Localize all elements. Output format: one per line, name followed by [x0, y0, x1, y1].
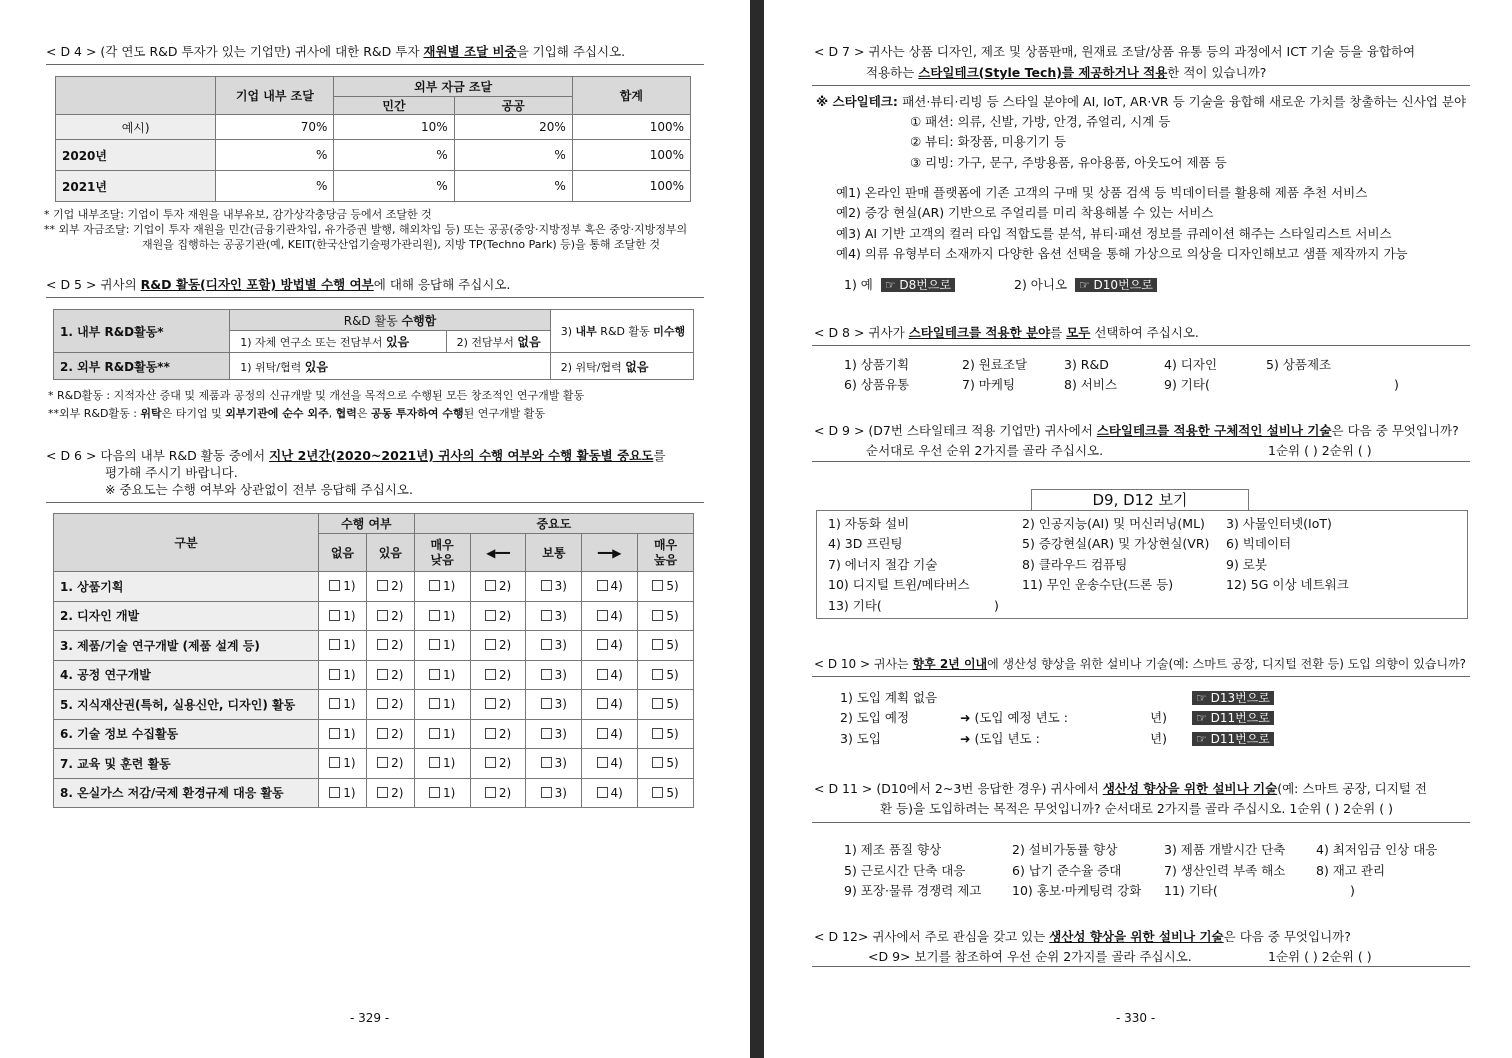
- checkbox-icon[interactable]: [541, 698, 552, 709]
- checkbox-label: 3): [554, 756, 567, 771]
- checkbox-icon[interactable]: [597, 787, 608, 798]
- d6-checkbox-cell[interactable]: [319, 749, 367, 779]
- d8-option-3[interactable]: 3) R&D: [1064, 357, 1109, 372]
- checkbox-icon[interactable]: [485, 639, 496, 650]
- page-number-right: - 330 -: [1116, 1011, 1156, 1025]
- d8-option-7[interactable]: 7) 마케팅: [962, 377, 1016, 392]
- checkbox-label: 1): [442, 608, 456, 623]
- checkbox-label: 5): [666, 726, 679, 741]
- d6-question: < D 6 > 다음의 내부 R&D 활동 중에서 지난 2년간(2020~2021년) 귀사의 수행 여부와 수행 활동별 중요도를: [46, 448, 666, 463]
- checkbox-label: 1): [343, 756, 356, 771]
- d6-item-label: 7. 교육 및 훈련 활동: [54, 749, 319, 779]
- checkbox-label: 1): [442, 667, 456, 682]
- checkbox-icon[interactable]: [329, 669, 340, 680]
- page-number-left: - 329 -: [350, 1011, 390, 1025]
- d5-option-1[interactable]: 1) 자체 연구소 또는 전담부서 있음: [230, 331, 446, 353]
- d6-item-label: 4. 공정 연구개발: [54, 660, 319, 690]
- d6-checkbox-cell[interactable]: [638, 749, 694, 779]
- view-box-title: D9, D12 보기: [1031, 489, 1249, 511]
- checkbox-label: 3): [554, 608, 567, 623]
- checkbox-label: 5): [666, 638, 679, 653]
- d6-checkbox-cell[interactable]: [319, 719, 367, 749]
- d5-option-2[interactable]: 2) 전담부서 없음: [446, 331, 550, 353]
- checkbox-label: 5): [666, 756, 679, 771]
- checkbox-label: 1): [343, 785, 356, 800]
- d6-checkbox-cell[interactable]: [638, 778, 694, 808]
- d11-question: < D 11 > (D10에서 2~3번 응답한 경우) 귀사에서 생산성 향상을 위한 설비나 기술(예: 스마트 공장, 디지털 전: [814, 781, 1427, 796]
- checkbox-label: 2): [391, 608, 404, 623]
- d6-table: 구분 수행 여부 중요도 없음 있음 매우 낮음 ◀━━ 보통 ━━▶ 매우 높음 1. 상품기획 1) 2) 1) 2) 3) 4) 5) 2. 디자인 개발 1) 2) 1) 2) 3) 4) 5) 3. 제품/기술 연구개발 (제품 설계 등) 1) 2) 1) 2) 3) 4) 5) 4. 공정 연구개발 1) 2) 1) 2) 3) 4) 5) 5. 지식재산권(특허, 실용신안, 디자인) 활동 1) 2) 1) 2) 3) 4) 5) 6. 기술 정보 수집활동 1) 2) 1) 2) 3) 4) 5) 7. 교육 및 훈련 활동 1) 2) 1) 2) 3) 4) 5) 8. 온실가스 저감/국제 환경규제 대응 활동 1) 2) 1) 2) 3) 4) 5): [53, 513, 694, 808]
- checkbox-icon[interactable]: [429, 787, 440, 798]
- checkbox-icon[interactable]: [329, 728, 340, 739]
- checkbox-label: 4): [610, 756, 623, 771]
- checkbox-label: 5): [666, 785, 679, 800]
- d4-2020-internal-input[interactable]: %: [216, 140, 334, 171]
- d5-performed-header: R&D 활동 수행함: [230, 310, 550, 331]
- checkbox-icon[interactable]: [329, 610, 340, 621]
- d10-option-3[interactable]: 3) 도입: [840, 731, 881, 746]
- d4-row-2021: 2021년 % % % 100%: [56, 171, 691, 202]
- checkbox-label: 2): [498, 726, 512, 741]
- checkbox-icon[interactable]: [377, 580, 388, 591]
- d11-option-2[interactable]: 2) 설비가동률 향상: [1012, 842, 1118, 857]
- checkbox-icon[interactable]: [597, 698, 608, 709]
- checkbox-label: 4): [610, 726, 623, 741]
- d11-rank: 환 등)을 도입하려는 목적은 무엇입니까? 순서대로 2가지를 골라 주십시오. 1순위 ( ) 2순위 ( ): [880, 801, 1393, 816]
- d6-checkbox-cell[interactable]: [319, 778, 367, 808]
- d4-note-3: 재원을 집행하는 공공기관(예, KEIT(한국산업기술평가관리원), 지방 TP(Techno Park) 등)을 통해 조달한 것: [142, 238, 660, 251]
- checkbox-icon[interactable]: [652, 639, 663, 650]
- checkbox-label: 1): [343, 608, 356, 623]
- d6-checkbox-cell[interactable]: [366, 778, 414, 808]
- d8-option-9[interactable]: 9) 기타(: [1164, 377, 1210, 392]
- d6-item-label: 1. 상품기획: [54, 572, 319, 602]
- d8-question: < D 8 > 귀사가 스타일테크를 적용한 분야를 모두 선택하여 주십시오.: [814, 325, 1199, 340]
- d6-checkbox-cell[interactable]: [582, 660, 638, 690]
- checkbox-icon[interactable]: [429, 757, 440, 768]
- d4-question: < D 4 > (각 연도 R&D 투자가 있는 기업만) 귀사에 대한 R&D 투자 재원별 조달 비중을 기입해 주십시오.: [46, 44, 626, 59]
- checkbox-label: 1): [343, 697, 356, 712]
- d4-table: 기업 내부 조달 외부 자금 조달 합계 민간 공공 예시) 70% 10% 20% 100% 2020년 % % % 100% 2021년 % % % 100%: [55, 76, 691, 202]
- d6-checkbox-cell[interactable]: [366, 572, 414, 602]
- checkbox-icon[interactable]: [597, 669, 608, 680]
- d5-ext-option-1[interactable]: 1) 위탁/협력 있음: [230, 353, 550, 380]
- d6-checkbox-cell[interactable]: [470, 749, 526, 779]
- checkbox-icon[interactable]: [485, 580, 496, 591]
- checkbox-label: 4): [610, 697, 623, 712]
- checkbox-icon[interactable]: [377, 728, 388, 739]
- checkbox-label: 4): [610, 608, 623, 623]
- very-low-header: 매우 낮음: [414, 534, 470, 572]
- d6-checkbox-cell[interactable]: [638, 631, 694, 661]
- d8-option-5[interactable]: 5) 상품제조: [1266, 357, 1332, 372]
- checkbox-label: 5): [666, 667, 679, 682]
- d6-checkbox-cell[interactable]: [414, 719, 470, 749]
- d5-option-3[interactable]: 3) 내부 R&D 활동 미수행: [550, 310, 693, 353]
- d6-checkbox-cell[interactable]: [582, 572, 638, 602]
- d11-option-10[interactable]: 10) 홍보·마케팅력 강화: [1012, 883, 1142, 898]
- d6-checkbox-cell[interactable]: [582, 749, 638, 779]
- checkbox-icon[interactable]: [652, 669, 663, 680]
- d6-checkbox-cell[interactable]: [366, 690, 414, 720]
- checkbox-icon[interactable]: [429, 580, 440, 591]
- checkbox-icon[interactable]: [541, 757, 552, 768]
- d6-checkbox-cell[interactable]: [414, 601, 470, 631]
- checkbox-label: 2): [391, 756, 404, 771]
- checkbox-icon[interactable]: [377, 639, 388, 650]
- d6-checkbox-cell[interactable]: [414, 660, 470, 690]
- d6-checkbox-cell[interactable]: [319, 690, 367, 720]
- d6-checkbox-cell[interactable]: [470, 719, 526, 749]
- checkbox-icon[interactable]: [485, 757, 496, 768]
- d4-2021-private-input[interactable]: %: [334, 171, 454, 202]
- d6-checkbox-cell[interactable]: [638, 660, 694, 690]
- d9-rank-input[interactable]: 1순위 ( ) 2순위 ( ): [1268, 443, 1372, 458]
- d6-checkbox-cell[interactable]: [470, 601, 526, 631]
- d5-ext-option-2[interactable]: 2) 위탁/협력 없음: [550, 353, 693, 380]
- checkbox-icon[interactable]: [652, 728, 663, 739]
- d6-checkbox-cell[interactable]: [526, 572, 582, 602]
- d5-note-2: **외부 R&D활동 : 위탁은 타기업 및 외부기관에 순수 외주, 협력은 공동 투자하여 수행된 연구개발 활동: [48, 407, 546, 420]
- checkbox-label: 1): [343, 726, 356, 741]
- checkbox-icon[interactable]: [652, 610, 663, 621]
- d6-checkbox-cell[interactable]: [526, 690, 582, 720]
- d11-option-6[interactable]: 6) 납기 준수율 증대: [1012, 863, 1122, 878]
- d8-option-2[interactable]: 2) 원료조달: [962, 357, 1028, 372]
- d5-question: < D 5 > 귀사의 R&D 활동(디자인 포함) 방법별 수행 여부에 대해 응답해 주십시오.: [46, 277, 511, 292]
- d6-checkbox-cell[interactable]: [470, 778, 526, 808]
- d11-option-8[interactable]: 8) 재고 관리: [1316, 863, 1386, 878]
- checkbox-label: 1): [442, 579, 456, 594]
- d11-option-5[interactable]: 5) 근로시간 단축 대응: [844, 863, 966, 878]
- checkbox-label: 4): [610, 638, 623, 653]
- checkbox-label: 1): [343, 638, 356, 653]
- checkbox-label: 2): [498, 667, 512, 682]
- checkbox-icon[interactable]: [597, 610, 608, 621]
- d6-row: [54, 749, 694, 779]
- right-page: < D 7 > 귀사는 상품 디자인, 제조 및 상품판매, 원재료 조달/상품 유통 등의 과정에서 ICT 기술 등을 융합하여 적용하는 스타일테크(Style Tech)를 제공하거나 적용한 적이 있습니까? ※ 스타일테크: 패션·뷰티·리빙 등 스타일 분야에 AI, IoT, AR·VR 등 기술을 융합해 새로운 가치를 창출하는 신사업 분야 ① 패션: 의류, 신발, 가방, 안경, 쥬얼리, 시계 등 ② 뷰티: 화장품, 미용기기 등 ③ 리빙: 가구, 문구, 주방용품, 유아용품, 아웃도어 제품 등 예1) 온라인 판매 플랫폼에 기존 고객의 구매 및 상품 검색 등 빅데이터를 활용해 제품 추천 서비스 예2) 증강 현실(AR) 기반으로 주얼리를 미리 착용해볼 수 있는 서비스 예3) AI 기반 고객의 컬러 타입 적합도를 분석, 뷰티·패션 정보를 큐레이션 해주는 스타일리스트 서비스 예4) 의류 유형부터 소재까지 다양한 옵션 선택을 통해 가상으로 의상을 디자인해보고 샘플 제작까지 가능 1) 예 ☞ D8번으로 2) 아니오 ☞ D10번으로 < D 8 > 귀사가 스타일테크를 적용한 분야를 모두 선택하여 주십시오. 1) 상품기획 2) 원료조달 3) R&D 4) 디자인 5) 상품제조 6) 상품유통 7) 마케팅 8) 서비스 9) 기타( ) < D 9 > (D7번 스타일테크 적용 기업만) 귀사에서 스타일테크를 적용한 구체적인 설비나 기술은 다음 중 무엇입니까? 순서대로 우선 순위 2가지를 골라 주십시오. 1순위 ( ) 2순위 ( ) D9, D12 보기 1) 자동화 설비 2) 인공지능(AI) 및 머신러닝(ML) 3) 사물인터넷(IoT) 4) 3D 프린팅 5) 증강현실(AR) 및 가상현실(VR) 6) 빅데이터 7) 에너지 절감 기술 8) 클라우드 컴퓨팅 9) 로봇 10) 디지털 트윈/메타버스 11) 무인 운송수단(드론 등) 12) 5G 이상 네트워크 13) 기타( ) < D 10 > 귀사는 향후 2년 이내에 생산성 향상을 위한 설비나 기술(예: 스마트 공장, 디지털 전환 등) 도입 의향이 있습니까? 1) 도입 계획 없음 2) 도입 예정 3) 도입 ➜ (도입 예정 년도 : ➜ (도입 년도 : 년) 년) ☞ D13번으로 ☞ D11번으로 ☞ D11번으로 < D 11 > (D10에서 2~3번 응답한 경우) 귀사에서 생산성 향상을 위한 설비나 기술(예: 스마트 공장, 디지털 전 환 등)을 도입하려는 목적은 무엇입니까? 순서대로 2가지를 골라 주십시오. 1순위 ( ) 2순위 ( ) 1) 제조 품질 향상 2) 설비가동률 향상 3) 제품 개발시간 단축 4) 최저임금 인상 대응 5) 근로시간 단축 대응 6) 납기 준수율 증대 7) 생산인력 부족 해소 8) 재고 관리 9) 포장·물류 경쟁력 제고 10) 홍보·마케팅력 강화 11) 기타( ) < D 12> 귀사에서 주로 관심을 갖고 있는 생산성 향상을 위한 설비나 기술은 다음 중 무엇입니까? <D 9> 보기를 참조하여 우선 순위 2가지를 골라 주십시오. 1순위 ( ) 2순위 ( ) - 330 -: [764, 0, 1512, 1058]
- checkbox-icon[interactable]: [329, 787, 340, 798]
- d11-option-11[interactable]: 11) 기타(: [1164, 883, 1218, 898]
- d9-question: < D 9 > (D7번 스타일테크 적용 기업만) 귀사에서 스타일테크를 적용한 구체적인 설비나 기술은 다음 중 무엇입니까?: [814, 423, 1459, 438]
- d6-item-label: 2. 디자인 개발: [54, 601, 319, 631]
- checkbox-label: 2): [498, 785, 512, 800]
- checkbox-label: 1): [442, 756, 456, 771]
- d6-checkbox-cell[interactable]: [638, 572, 694, 602]
- checkbox-icon[interactable]: [541, 610, 552, 621]
- checkbox-label: 3): [554, 579, 567, 594]
- d6-row: [54, 660, 694, 690]
- checkbox-icon[interactable]: [541, 669, 552, 680]
- d6-checkbox-cell[interactable]: [319, 601, 367, 631]
- checkbox-label: 2): [498, 579, 512, 594]
- d6-item-label: 3. 제품/기술 연구개발 (제품 설계 등): [54, 631, 319, 661]
- d6-checkbox-cell[interactable]: [582, 690, 638, 720]
- checkbox-icon[interactable]: [485, 787, 496, 798]
- checkbox-label: 1): [442, 726, 456, 741]
- checkbox-icon[interactable]: [485, 610, 496, 621]
- d11-option-7[interactable]: 7) 생산인력 부족 해소: [1164, 863, 1286, 878]
- checkbox-label: 2): [391, 697, 404, 712]
- arrow-right-icon: ━━▶: [582, 534, 638, 572]
- d6-row: [54, 572, 694, 602]
- d5-table: 1. 내부 R&D활동* R&D 활동 수행함 3) 내부 R&D 활동 미수행 1) 자체 연구소 또는 전담부서 있음 2) 전담부서 없음 2. 외부 R&D활동** 1) 위탁/협력 있음 2) 위탁/협력 없음: [53, 309, 694, 380]
- checkbox-label: 1): [442, 697, 456, 712]
- checkbox-label: 1): [442, 638, 456, 653]
- d6-checkbox-cell[interactable]: [526, 601, 582, 631]
- checkbox-icon[interactable]: [329, 639, 340, 650]
- d10-year-input[interactable]: 년): [1150, 731, 1167, 746]
- d4-2021-internal-input[interactable]: %: [216, 171, 334, 202]
- d6-item-label: 6. 기술 정보 수집활동: [54, 719, 319, 749]
- checkbox-label: 2): [391, 579, 404, 594]
- d6-checkbox-cell[interactable]: [638, 690, 694, 720]
- checkbox-icon[interactable]: [597, 728, 608, 739]
- checkbox-label: 5): [666, 579, 679, 594]
- d12-rank-input[interactable]: 1순위 ( ) 2순위 ( ): [1268, 949, 1372, 964]
- checkbox-icon[interactable]: [429, 669, 440, 680]
- d6-checkbox-cell[interactable]: [414, 572, 470, 602]
- d4-2021-public-input[interactable]: %: [454, 171, 572, 202]
- checkbox-icon[interactable]: [429, 639, 440, 650]
- checkbox-icon[interactable]: [541, 787, 552, 798]
- checkbox-label: 2): [498, 697, 512, 712]
- d10-option-2[interactable]: 2) 도입 예정: [840, 710, 910, 725]
- checkbox-label: 3): [554, 697, 567, 712]
- checkbox-icon[interactable]: [377, 669, 388, 680]
- checkbox-label: 4): [610, 785, 623, 800]
- d6-checkbox-cell[interactable]: [414, 749, 470, 779]
- d4-row-2020: 2020년 % % % 100%: [56, 140, 691, 171]
- checkbox-label: 5): [666, 697, 679, 712]
- d6-row: [54, 719, 694, 749]
- d4-2020-private-input[interactable]: %: [334, 140, 454, 171]
- left-page: < D 4 > (각 연도 R&D 투자가 있는 기업만) 귀사에 대한 R&D 투자 재원별 조달 비중을 기입해 주십시오. 기업 내부 조달 외부 자금 조달 합계 민간 공공 예시) 70% 10% 20% 100% 2020년 % % % 100% 2021년 % % % 100% * 기업 내부조달: 기업이 투자 재원을 내부유보, 감가상각충당금 등에서 조달한 것 ** 외부 자금조달: 기업이 투자 재원을 민간(금융기관차입, 유가증권 발행, 해외차입 등) 또는 공공(중앙·지방정부 혹은 중앙·지방정부의 재원을 집행하는 공공기관(예, KEIT(한국산업기술평가관리원), 지방 TP(Techno Park) 등)을 통해 조달한 것 < D 5 > 귀사의 R&D 활동(디자인 포함) 방법별 수행 여부에 대해 응답해 주십시오. 1. 내부 R&D활동* R&D 활동 수행함 3) 내부 R&D 활동 미수행 1) 자체 연구소 또는 전담부서 있음 2) 전담부서 없음 2. 외부 R&D활동** 1) 위탁/협력 있음 2) 위탁/협력 없음 * R&D활동 : 지적자산 증대 및 제품과 공정의 신규개발 및 개선을 목적으로 수행된 모든 창조적인 연구개발 활동 **외부 R&D활동 : 위탁은 타기업 및 외부기관에 순수 외주, 협력은 공동 투자하여 수행된 연구개발 활동 < D 6 > 다음의 내부 R&D 활동 중에서 지난 2년간(2020~2021년) 귀사의 수행 여부와 수행 활동별 중요도를 평가해 주시기 바랍니다. ※ 중요도는 수행 여부와 상관없이 전부 응답해 주십시오. 구분 수행 여부 중요도 없음 있음 매우 낮음 ◀━━ 보통 ━━▶ 매우 높음 1. 상품기획 1) 2) 1) 2) 3) 4) 5) 2. 디자인 개발 1) 2) 1) 2) 3) 4) 5) 3. 제품/기술 연구개발 (제품 설계 등) 1) 2) 1) 2) 3) 4) 5) 4. 공정 연구개발 1) 2) 1) 2) 3) 4) 5) 5. 지식재산권(특허, 실용신안, 디자인) 활동 1) 2) 1) 2) 3) 4) 5) 6. 기술 정보 수집활동 1) 2) 1) 2) 3) 4) 5) 7. 교육 및 훈련 활동 1) 2) 1) 2) 3) 4) 5) 8. 온실가스 저감/국제 환경규제 대응 활동 1) 2) 1) 2) 3) 4) 5) - 329 -: [0, 0, 750, 1058]
- style-tech-definition: ※ 스타일테크: 패션·뷰티·리빙 등 스타일 분야에 AI, IoT, AR·VR 등 기술을 융합해 새로운 가치를 창출하는 신사업 분야: [816, 94, 1467, 109]
- d6-checkbox-cell[interactable]: [526, 631, 582, 661]
- checkbox-icon[interactable]: [377, 698, 388, 709]
- d6-checkbox-cell[interactable]: [319, 631, 367, 661]
- d6-checkbox-cell[interactable]: [638, 719, 694, 749]
- checkbox-label: 5): [666, 608, 679, 623]
- d11-option-1[interactable]: 1) 제조 품질 향상: [844, 842, 942, 857]
- d10-planned-year-input[interactable]: 년): [1150, 710, 1167, 725]
- checkbox-label: 3): [554, 638, 567, 653]
- checkbox-label: 2): [391, 638, 404, 653]
- d7-question: < D 7 > 귀사는 상품 디자인, 제조 및 상품판매, 원재료 조달/상품 유통 등의 과정에서 ICT 기술 등을 융합하여: [814, 44, 1416, 59]
- d6-checkbox-cell[interactable]: [470, 690, 526, 720]
- d6-checkbox-cell[interactable]: [582, 631, 638, 661]
- d6-checkbox-cell[interactable]: [366, 660, 414, 690]
- d4-note-1: * 기업 내부조달: 기업이 투자 재원을 내부유보, 감가상각충당금 등에서 조달한 것: [44, 208, 432, 221]
- checkbox-label: 4): [610, 579, 623, 594]
- checkbox-label: 2): [498, 756, 512, 771]
- checkbox-icon[interactable]: [652, 698, 663, 709]
- d6-checkbox-cell[interactable]: [319, 572, 367, 602]
- d10-option-1[interactable]: 1) 도입 계획 없음: [840, 690, 938, 705]
- checkbox-icon[interactable]: [652, 757, 663, 768]
- d6-row: [54, 631, 694, 661]
- d6-checkbox-cell[interactable]: [414, 631, 470, 661]
- d6-checkbox-cell[interactable]: [414, 690, 470, 720]
- d6-checkbox-cell[interactable]: [526, 778, 582, 808]
- d6-checkbox-cell[interactable]: [366, 719, 414, 749]
- checkbox-label: 1): [343, 579, 356, 594]
- checkbox-label: 2): [391, 785, 404, 800]
- checkbox-icon[interactable]: [597, 639, 608, 650]
- checkbox-icon[interactable]: [597, 580, 608, 591]
- d6-checkbox-cell[interactable]: [526, 719, 582, 749]
- checkbox-icon[interactable]: [485, 698, 496, 709]
- checkbox-icon[interactable]: [652, 787, 663, 798]
- d6-checkbox-cell[interactable]: [526, 749, 582, 779]
- d6-checkbox-cell[interactable]: [366, 631, 414, 661]
- d4-row-example: 예시) 70% 10% 20% 100%: [56, 115, 691, 140]
- d6-item-label: 5. 지식재산권(특허, 실용신안, 디자인) 활동: [54, 690, 319, 720]
- checkbox-label: 3): [554, 667, 567, 682]
- d12-question: < D 12> 귀사에서 주로 관심을 갖고 있는 생산성 향상을 위한 설비나 기술은 다음 중 무엇입니까?: [814, 929, 1351, 944]
- d6-checkbox-cell[interactable]: [470, 572, 526, 602]
- d6-checkbox-cell[interactable]: [582, 601, 638, 631]
- checkbox-label: 3): [554, 785, 567, 800]
- checkbox-label: 2): [498, 608, 512, 623]
- d6-row: [54, 690, 694, 720]
- checkbox-icon[interactable]: [329, 698, 340, 709]
- d6-checkbox-cell[interactable]: [366, 749, 414, 779]
- checkbox-label: 1): [343, 667, 356, 682]
- checkbox-icon[interactable]: [329, 580, 340, 591]
- checkbox-icon[interactable]: [429, 728, 440, 739]
- checkbox-icon[interactable]: [329, 757, 340, 768]
- checkbox-label: 2): [391, 667, 404, 682]
- d6-checkbox-cell[interactable]: [366, 601, 414, 631]
- arrow-left-icon: ◀━━: [470, 534, 526, 572]
- checkbox-label: 1): [442, 785, 456, 800]
- checkbox-icon[interactable]: [541, 639, 552, 650]
- checkbox-icon[interactable]: [485, 669, 496, 680]
- d8-option-8[interactable]: 8) 서비스: [1064, 377, 1118, 392]
- d8-option-4[interactable]: 4) 디자인: [1164, 357, 1218, 372]
- checkbox-label: 4): [610, 667, 623, 682]
- d6-checkbox-cell[interactable]: [414, 778, 470, 808]
- checkbox-icon[interactable]: [597, 757, 608, 768]
- d6-row: [54, 778, 694, 808]
- d6-checkbox-cell[interactable]: [582, 778, 638, 808]
- d6-item-label: 8. 온실가스 저감/국제 환경규제 대응 활동: [54, 778, 319, 808]
- checkbox-icon[interactable]: [652, 580, 663, 591]
- page-divider: [750, 0, 764, 1058]
- d6-checkbox-cell[interactable]: [319, 660, 367, 690]
- d6-row: [54, 601, 694, 631]
- d11-option-3[interactable]: 3) 제품 개발시간 단축: [1164, 842, 1286, 857]
- checkbox-icon[interactable]: [377, 757, 388, 768]
- d10-question: < D 10 > 귀사는 향후 2년 이내에 생산성 향상을 위한 설비나 기술(예: 스마트 공장, 디지털 전환 등) 도입 의향이 있습니까?: [814, 657, 1467, 671]
- d8-option-6[interactable]: 6) 상품유통: [844, 377, 910, 392]
- d6-checkbox-cell[interactable]: [582, 719, 638, 749]
- checkbox-icon[interactable]: [429, 698, 440, 709]
- d11-option-4[interactable]: 4) 최저임금 인상 대응: [1316, 842, 1438, 857]
- very-high-header: 매우 높음: [638, 534, 694, 572]
- d11-option-9[interactable]: 9) 포장·물류 경쟁력 제고: [844, 883, 982, 898]
- checkbox-label: 2): [391, 726, 404, 741]
- d8-option-1[interactable]: 1) 상품기획: [844, 357, 910, 372]
- d6-checkbox-cell[interactable]: [470, 660, 526, 690]
- checkbox-icon[interactable]: [541, 580, 552, 591]
- d5-note-1: * R&D활동 : 지적자산 증대 및 제품과 공정의 신규개발 및 개선을 목적으로 수행된 모든 창조적인 연구개발 활동: [48, 389, 585, 402]
- checkbox-icon[interactable]: [377, 610, 388, 621]
- d6-checkbox-cell[interactable]: [526, 660, 582, 690]
- d7-option-no[interactable]: 2) 아니오 ☞ D10번으로: [1014, 276, 1157, 294]
- checkbox-label: 3): [554, 726, 567, 741]
- checkbox-icon[interactable]: [377, 787, 388, 798]
- checkbox-icon[interactable]: [429, 610, 440, 621]
- d4-2020-public-input[interactable]: %: [454, 140, 572, 171]
- checkbox-icon[interactable]: [485, 728, 496, 739]
- d4-note-2: ** 외부 자금조달: 기업이 투자 재원을 민간(금융기관차입, 유가증권 발행, 해외차입 등) 또는 공공(중앙·지방정부 혹은 중앙·지방정부의: [44, 223, 688, 236]
- d6-checkbox-cell[interactable]: [470, 631, 526, 661]
- d7-option-yes[interactable]: 1) 예 ☞ D8번으로: [844, 276, 955, 294]
- checkbox-icon[interactable]: [541, 728, 552, 739]
- checkbox-label: 2): [498, 638, 512, 653]
- d6-checkbox-cell[interactable]: [638, 601, 694, 631]
